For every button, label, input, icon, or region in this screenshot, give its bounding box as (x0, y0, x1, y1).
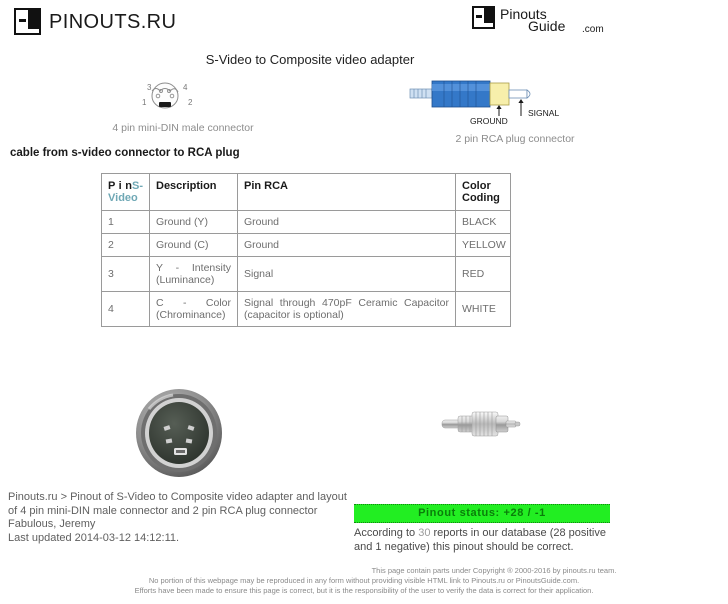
breadcrumb (8, 491, 348, 545)
cell-color-coding: BLACK (456, 211, 511, 234)
cell-pin-rca: Signal (238, 257, 456, 292)
table-row (102, 292, 511, 327)
legal-line-3: Efforts have been made to ensure this page is correct, but it is the responsibility of the user to verify the data is correct for their application. (134, 586, 594, 595)
site-logo-right-text (500, 6, 630, 38)
legal-footer (0, 566, 728, 596)
table-row (102, 257, 511, 292)
rca-cable (410, 89, 432, 98)
status-badge: Pinout status: +28 / -1 (354, 504, 610, 523)
rca-photo-svg (440, 395, 526, 457)
rca-plug-photo (440, 395, 526, 462)
column-header-pin-rca: Pin RCA (238, 174, 456, 211)
mini-din-caption: 4 pin mini-DIN male connector (112, 122, 254, 134)
status-text-a: According to (354, 527, 419, 539)
rca-diagram (400, 68, 630, 145)
column-header-color-coding: Color Coding (456, 174, 511, 211)
cell-pin: 1 (102, 211, 150, 234)
rca-svg (400, 68, 630, 126)
table-row (102, 211, 511, 234)
mini-din-drawing (88, 78, 278, 118)
column-header-description: Description (150, 174, 238, 211)
rca-ground-sleeve (490, 83, 509, 105)
cell-pin: 4 (102, 292, 150, 327)
mini-din-svg (88, 78, 278, 118)
din-pin-label-2: 2 (188, 98, 193, 107)
site-logo-left[interactable] (14, 8, 176, 35)
table-row (102, 234, 511, 257)
logo-word-pinouts: Pinouts (500, 6, 547, 22)
cell-color-coding: WHITE (456, 292, 511, 327)
cell-color-coding: RED (456, 257, 511, 292)
cell-pin: 3 (102, 257, 150, 292)
cell-description: Ground (C) (150, 234, 238, 257)
breadcrumb-path[interactable]: Pinouts.ru > Pinout of S-Video to Composite video adapter and layout of 4 pin mini-DIN male connector and 2 pin RCA plug connector (8, 491, 347, 517)
logo-word-guide: Guide (528, 18, 566, 34)
mini-din-connector-photo (133, 387, 225, 484)
cell-pin: 2 (102, 234, 150, 257)
din-pin-label-1: 1 (142, 98, 147, 107)
author: Fabulous, Jeremy (8, 518, 96, 530)
din-pin-label-3: 3 (147, 83, 152, 92)
pinouts-guide-logo-icon (472, 6, 495, 29)
pinout-status (354, 504, 610, 554)
cell-description: Y - Intensity (Luminance) (150, 257, 238, 292)
status-description (354, 526, 610, 554)
pinouts-logo-icon (14, 8, 41, 35)
cell-description: C - Color (Chrominance) (150, 292, 238, 327)
last-updated: Last updated 2014-03-12 14:12:11. (8, 531, 180, 544)
rca-caption: 2 pin RCA plug connector (455, 133, 575, 145)
status-reports-count: 30 (418, 527, 431, 539)
section-heading: cable from s-video connector to RCA plug (10, 147, 240, 159)
mini-din-diagram (88, 78, 278, 134)
pinout-table (101, 173, 511, 327)
rca-signal-pin (509, 90, 527, 98)
column-header-pin: P i nS- Video (102, 174, 150, 211)
status-text-b: reports in our database (28 positive and 1 negative) this pinout should be correct. (354, 527, 606, 553)
logo-word-com: .com (582, 24, 604, 35)
page-title: S-Video to Composite video adapter (205, 52, 415, 67)
cell-pin-rca: Signal through 470pF Ceramic Capacitor (capacitor is optional) (238, 292, 456, 327)
table-header-row (102, 174, 511, 211)
mini-din-photo-svg (133, 387, 225, 479)
rca-signal-label: SIGNAL (528, 108, 560, 118)
legal-line-2: No portion of this webpage may be reproduced in any form without providing visible HTML link to Pinouts.ru or PinoutsGuide.com. (148, 576, 580, 585)
din-pin-label-4: 4 (183, 83, 188, 92)
legal-line-1: This page contain parts under Copyright ® 2000-2016 by pinouts.ru team. (371, 566, 617, 575)
site-logo-right[interactable] (472, 6, 630, 38)
cell-color-coding: YELLOW (456, 234, 511, 257)
site-logo-left-text: PINOUTS.RU (49, 10, 177, 33)
cell-pin-rca: Ground (238, 211, 456, 234)
cell-pin-rca: Ground (238, 234, 456, 257)
cell-description: Ground (Y) (150, 211, 238, 234)
rca-drawing (400, 68, 630, 131)
rca-ground-label: GROUND (470, 116, 508, 126)
